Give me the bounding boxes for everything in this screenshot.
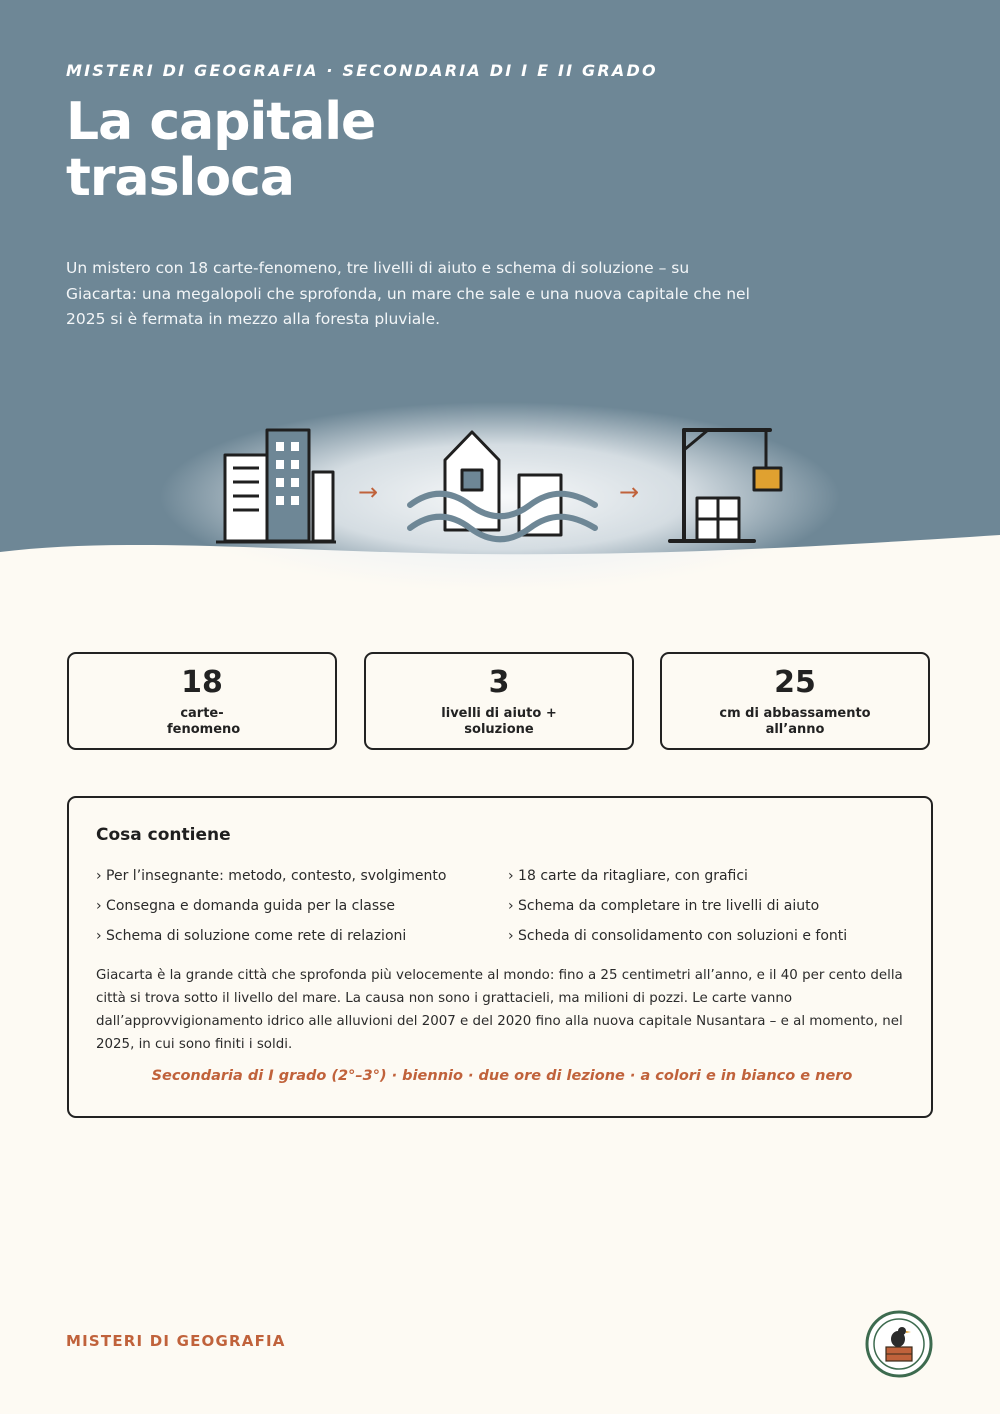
stat-card-cards xyxy=(67,652,337,750)
contents-list-right xyxy=(508,861,847,951)
contents-list-left xyxy=(96,861,446,951)
publisher-seal-logo xyxy=(864,1309,934,1379)
series-eyebrow: MISTERI DI GEOGRAFIA · SECONDARIA DI I E II GRADO xyxy=(66,61,658,80)
contents-heading: Cosa contiene xyxy=(96,825,231,845)
description-paragraph: Giacarta è la grande città che sprofonda più velocemente al mondo: fino a 25 centimetri all’anno, e il 40 per cento della città si trova sotto il livello del mare. La causa non sono i grattacieli, ma milioni di pozzi. Le carte vanno dall’approvvigionamento idrico alle alluvioni del 2007 e del 2020 fino alla nuova capitale Nusantara – e al momento, nel 2025, in cui sono finiti i soldi. xyxy=(96,968,903,1052)
flooded-house-icon xyxy=(410,432,595,539)
list-item: › Scheda di consolidamento con soluzioni e fonti xyxy=(508,928,848,944)
crane-construction-icon xyxy=(670,430,781,541)
list-item: › Schema di soluzione come rete di relazioni xyxy=(96,928,407,944)
contents-box xyxy=(67,796,933,1118)
audience-tagline: Secondaria di I grado (2°–3°) · biennio · due ore di lezione · a colori e in bianco e nero xyxy=(151,1068,853,1084)
story-illustration xyxy=(170,420,830,560)
list-item: › Per l’insegnante: metodo, contesto, svolgimento xyxy=(96,868,447,884)
arrow-right-icon: → xyxy=(358,478,379,506)
skyscrapers-icon xyxy=(216,430,336,542)
list-item: › 18 carte da ritagliare, con grafici xyxy=(508,868,748,884)
stat-value: 25 xyxy=(774,665,816,700)
stat-value: 18 xyxy=(181,665,223,700)
title-line-2: trasloca xyxy=(66,148,295,208)
stat-label: livelli di aiuto + soluzione xyxy=(441,706,557,737)
hero-header xyxy=(0,0,1000,600)
stat-label: cm di abbassamento all’anno xyxy=(719,706,871,737)
lead-paragraph: Un mistero con 18 carte-fenomeno, tre livelli di aiuto e schema di soluzione – su Giacarta: una megalopoli che sprofonda, un mare che sale e una nuova capitale che nel 2025 si è fermata in mezzo alla foresta pluviale. xyxy=(66,259,750,328)
stat-card-help-levels xyxy=(364,652,634,750)
arrow-right-icon: → xyxy=(619,478,640,506)
stat-label: carte-fenomeno xyxy=(167,706,241,737)
page-title xyxy=(66,94,375,206)
list-item: › Consegna e domanda guida per la classe xyxy=(96,898,396,914)
list-item: › Schema da completare in tre livelli di aiuto xyxy=(508,898,820,914)
stat-value: 3 xyxy=(488,665,510,700)
stat-card-subsidence xyxy=(660,652,930,750)
footer-brand: MISTERI DI GEOGRAFIA xyxy=(66,1332,286,1350)
title-line-1: La capitale xyxy=(66,92,376,152)
